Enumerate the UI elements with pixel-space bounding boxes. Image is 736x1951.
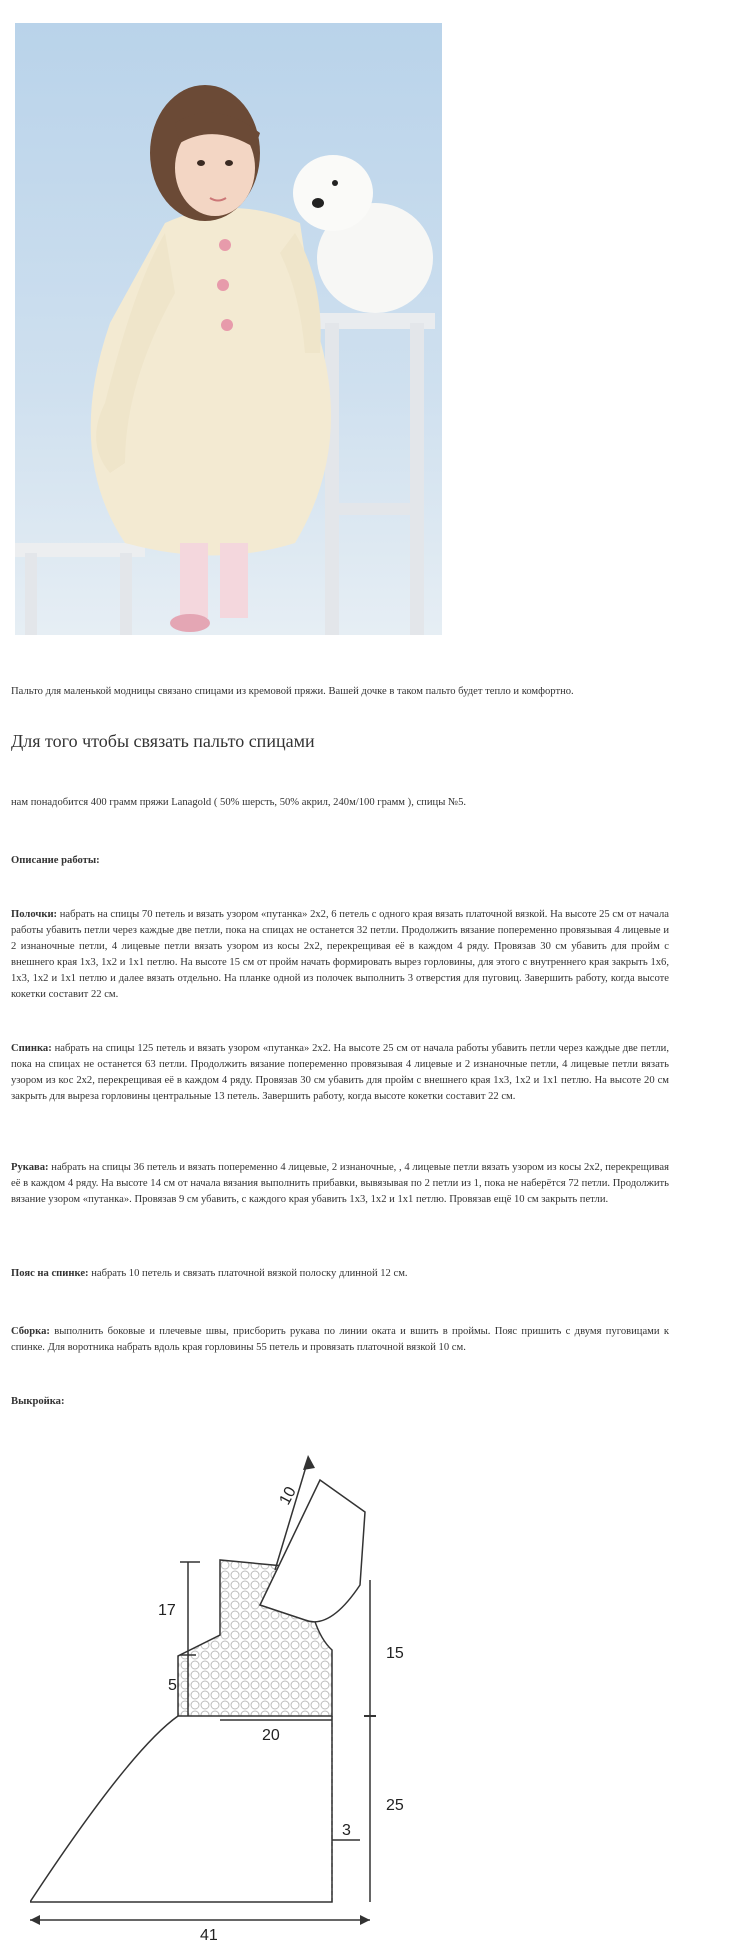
section-title: Спинка: bbox=[11, 1043, 52, 1054]
description-label: Описание работы: bbox=[11, 855, 100, 866]
section-body: набрать на спицы 36 петель и вязать попеременно 4 лицевые, 2 изнаночные, , 4 лицевые петли вязать узором из косы 2х2, перекрещивая её в каждом 4 ряду. На высоте 14 см от начала вязания выполнить прибавки, вывязывая по 2 петли из 1, пока не наберётся 72 петли. Продолжить вязание узором «путанка». Провязав 9 см убавить, с каждого края убавить 1х3, 1х2 и 1х1 петлю. Провязав ещё 10 см закрыть петли. bbox=[11, 1162, 669, 1205]
yoke-height-measure: 17 bbox=[158, 1602, 176, 1619]
section-poyas bbox=[11, 1266, 669, 1282]
girl-in-coat-illustration bbox=[15, 23, 442, 635]
upper-side-measure: 15 bbox=[386, 1645, 404, 1662]
pattern-diagram bbox=[30, 1450, 420, 1940]
lower-side-measure: 25 bbox=[386, 1797, 404, 1814]
arrow-head bbox=[360, 1915, 370, 1925]
section-body: набрать на спицы 70 петель и вязать узором «путанка» 2х2, 6 петель с одного края вязать платочной вязкой. На высоте 25 см от начала работы убавить петли через каждые две петли, пока на спицах не останется 32 петли. Продолжить вязание попеременно провязывая 4 лицевые и 2 изнаночные петли, 4 лицевые петли вязать узором из косы 2х2, перекрещивая её в каждом 4 ряду. Провязав 30 см убавить для пройм с внешнего края 1х3, 1х2 и 1х1 петлю. На высоте 15 см от пройм начать формировать вырез горловины, для этого с внутреннего края закрыть 1х6, 1х3, 1х2 и 1х1 петлю и далее вязать отдельно. На планке одной из полочек выполнить 3 отверстия для пуговиц. Завершить работу, когда высоте кокетки составит 22 см. bbox=[11, 909, 669, 1000]
yoke-width-measure: 20 bbox=[262, 1727, 280, 1744]
section-title: Полочки: bbox=[11, 909, 58, 920]
section-body: набрать 10 петель и связать платочной вязкой полоску длинной 12 см. bbox=[88, 1268, 408, 1279]
section-body: набрать на спицы 125 петель и вязать узором «путанка» 2х2. На высоте 25 см от начала работы убавить петли через каждые две петли, пока на спицах не останется 63 петли. Продолжить вязание попеременно провязывая 4 лицевые и 2 изнаночные петли, 4 лицевые петли вязать узором из кос 2х2, перекрещивая её в каждом 4 ряду. Провязав 30 см убавить для пройм с внешнего края 1х3, 1х2 и 1х1 петлю. На высоте 20 см закрыть для выреза горловины центральные 13 петель. Завершить работу, когда высоте кокетки составит 22 см. bbox=[11, 1043, 669, 1102]
section-title: Рукава: bbox=[11, 1162, 49, 1173]
bottom-measure: 41 bbox=[200, 1927, 218, 1940]
sleeve-outline bbox=[260, 1480, 365, 1622]
section-rukava bbox=[11, 1160, 669, 1208]
pattern-label: Выкройка: bbox=[11, 1396, 65, 1407]
arrow-head bbox=[303, 1455, 315, 1470]
section-body: выполнить боковые и плечевые швы, присборить рукава по линии оката и вшить в проймы. Пояс пришить с двумя пуговицами к спинке. Для воротника набрать вдоль края горловины 55 петель и провязать платочной вязкой 10 см. bbox=[11, 1326, 669, 1353]
section-polochki bbox=[11, 907, 669, 1003]
section-spinka bbox=[11, 1041, 669, 1105]
section-title: Пояс на спинке: bbox=[11, 1268, 89, 1279]
materials-text: нам понадобится 400 грамм пряжи Lanagold ( 50% шерсть, 50% акрил, 240м/100 грамм ), спицы №5. bbox=[11, 797, 467, 808]
intro-text: Пальто для маленькой модницы связано спицами из кремовой пряжи. Вашей дочке в таком пальто будет тепло и комфортно. bbox=[11, 686, 574, 697]
section-sborka bbox=[11, 1324, 669, 1356]
sleeve-measure: 10 bbox=[276, 1484, 300, 1508]
section-title: Сборка: bbox=[11, 1326, 50, 1337]
half-front-measure: 3 bbox=[342, 1822, 351, 1839]
armhole-measure: 5 bbox=[168, 1677, 177, 1694]
section-heading: Для того чтобы связать пальто спицами bbox=[11, 731, 315, 751]
skirt-outline bbox=[30, 1716, 332, 1902]
coat-photo bbox=[15, 23, 442, 635]
arrow-head bbox=[30, 1915, 40, 1925]
